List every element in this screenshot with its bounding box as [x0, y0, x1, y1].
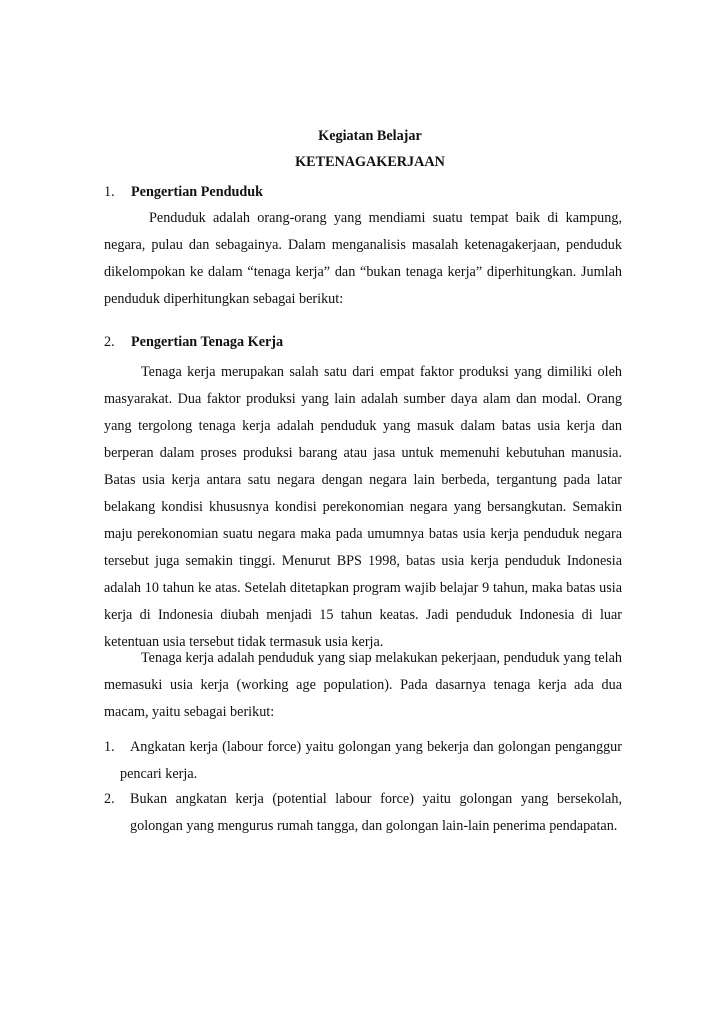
section-title: Pengertian Penduduk [131, 184, 264, 200]
list-item-text: Bukan angkatan kerja (potential labour force) yaitu golongan yang bersekolah, golongan yang mengurus rumah tangga, dan golongan lain-lain penerima pendapatan. [130, 791, 622, 834]
section-number: 1. [104, 184, 115, 200]
paragraph: Tenaga kerja adalah penduduk yang siap melakukan pekerjaan, penduduk yang telah memasuki usia kerja (working age population). Pada dasarnya tenaga kerja ada dua macam, yaitu sebagai berikut: [104, 650, 622, 720]
section-title: Pengertian Tenaga Kerja [131, 334, 284, 350]
document-title: Kegiatan Belajar [318, 128, 422, 144]
list-item [104, 734, 622, 788]
list-item-number: 2. [104, 791, 115, 807]
list-item [104, 786, 622, 840]
document-subtitle: KETENAGAKERJAAN [295, 154, 445, 170]
paragraph: Penduduk adalah orang-orang yang mendiami suatu tempat baik di kampung, negara, pulau dan sebagainya. Dalam menganalisis masalah ketenagakerjaan, penduduk dikelompokan ke dalam “tenaga kerja” dan “bukan tenaga kerja” diperhitungkan. Jumlah penduduk diperhitungkan sebagai berikut: [104, 210, 622, 307]
section-number: 2. [104, 334, 115, 350]
section-heading [104, 184, 263, 201]
list-item-number: 1. [104, 739, 115, 755]
list-item-text: Angkatan kerja (labour force) yaitu golongan yang bekerja dan golongan penganggur pencari kerja. [120, 739, 622, 782]
section-heading [104, 334, 283, 351]
paragraph: Tenaga kerja merupakan salah satu dari empat faktor produksi yang dimiliki oleh masyarakat. Dua faktor produksi yang lain adalah sumber daya alam dan modal. Orang yang tergolong tenaga kerja adalah penduduk yang masuk dalam batas usia kerja dan berperan dalam proses produksi barang atau jasa untuk memenuhi kebutuhan manusia. Batas usia kerja antara satu negara dengan negara lain berbeda, tergantung pada latar belakang kondisi khususnya kondisi perekonomian negara yang bersangkutan. Semakin maju perekonomian suatu negara maka pada umumnya batas usia kerja penduduk negara tersebut juga semakin tinggi. Menurut BPS 1998, batas usia kerja penduduk Indonesia adalah 10 tahun ke atas. Setelah ditetapkan program wajib belajar 9 tahun, maka batas usia kerja di Indonesia diubah menjadi 15 tahun keatas. Jadi penduduk Indonesia di luar ketentuan usia tersebut tidak termasuk usia kerja. [104, 364, 622, 650]
